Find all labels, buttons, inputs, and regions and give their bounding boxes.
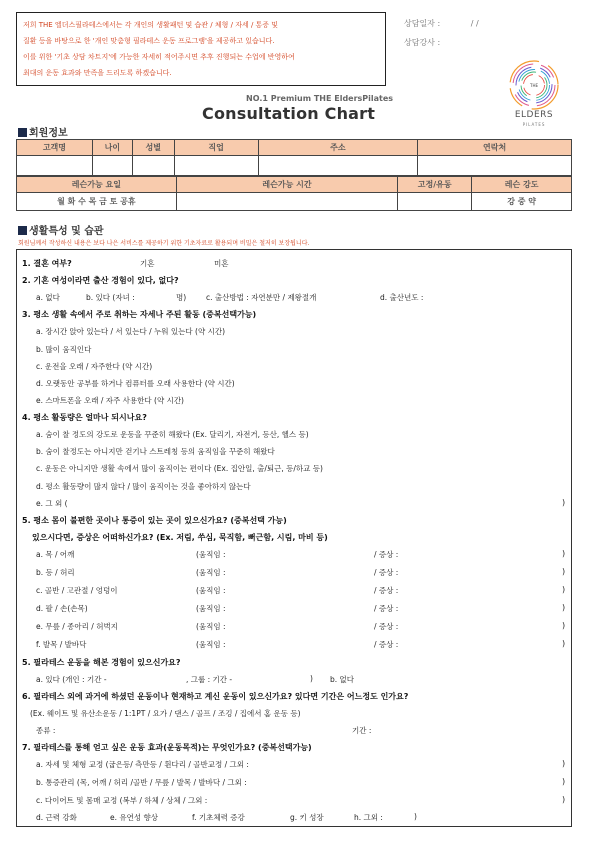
q8-last-close: ): [414, 812, 417, 821]
address-field[interactable]: [258, 156, 418, 176]
q8-close: ): [562, 795, 566, 804]
q8-option[interactable]: c. 다이어트 및 몸매 교정 (복부 / 하체 / 상체 / 그외 :: [36, 796, 208, 805]
header-lesson-time: 레슨가능 시간: [176, 177, 398, 193]
intensity-options[interactable]: 강 중 약: [472, 193, 572, 211]
header-name: 고객명: [17, 140, 93, 156]
page-title: Consultation Chart: [202, 104, 376, 123]
q5-part[interactable]: d. 팔 / 손(손목): [36, 604, 88, 613]
q4-option[interactable]: c. 운동은 아니지만 생활 속에서 많이 움직이는 편이다 (Ex. 집안일, 출/퇴근, 등/하교 등): [36, 464, 323, 473]
fixed-flexible-field[interactable]: [398, 193, 472, 211]
q5-label-2: 있으시다면, 증상은 어떠하신가요? (Ex. 저림, 쑤심, 묵직함, 뻐근함, 시림, 마비 등): [32, 533, 328, 542]
q5-close: ): [562, 639, 566, 648]
q1-option-single[interactable]: 미혼: [214, 259, 229, 268]
q8-option-g[interactable]: g. 키 성장: [290, 813, 324, 822]
tagline: NO.1 Premium THE EldersPilates: [246, 94, 394, 103]
q5-symptom: / 증상 :: [374, 640, 399, 649]
q8-close: ): [562, 759, 566, 768]
q5-part[interactable]: f. 발목 / 발바닥: [36, 640, 87, 649]
intro-notice: [16, 12, 386, 86]
counselor-label: 상담강사 :: [404, 38, 441, 47]
q3-option[interactable]: e. 스마트폰을 오래 / 자주 사용한다 (약 시간): [36, 396, 184, 405]
q5-movement: (움직임 :: [196, 622, 226, 631]
q7-example: (Ex. 웨이트 및 유산소운동 / 1:1PT / 요가 / 댄스 / 골프 / 조깅 / 집에서 홈 운동 등): [30, 709, 301, 718]
q2-label: 2. 기혼 여성이라면 출산 경험이 있다, 없다?: [22, 276, 179, 285]
q5-symptom: / 증상 :: [374, 622, 399, 631]
q8-option[interactable]: a. 자세 및 체형 교정 (굽은등/ 측만등 / 휜다리 / 골반교정 / 그외 :: [36, 760, 249, 769]
q6-option-b[interactable]: b. 없다: [330, 675, 355, 684]
q2-option-c[interactable]: c. 출산방법 : 자연분만 / 제왕절개: [206, 293, 317, 302]
q4-option[interactable]: a. 숨이 찰 정도의 강도로 운동을 꾸준히 해왔다 (Ex. 달리기, 자전거, 등산, 헬스 등): [36, 430, 309, 439]
q5-part[interactable]: c. 골반 / 고관절 / 엉덩이: [36, 586, 118, 595]
member-section-label: 회원정보: [29, 128, 68, 139]
habits-section-label: 생활특성 및 습관: [29, 226, 104, 237]
q2-option-a[interactable]: a. 없다: [36, 293, 60, 302]
q8-option-h[interactable]: h. 그외 :: [354, 813, 383, 822]
q3-option[interactable]: a. 장시간 앉아 있는다 / 서 있는다 / 누워 있는다 (약 시간): [36, 327, 226, 336]
q8-option-f[interactable]: f. 기초체력 증강: [192, 813, 245, 822]
logo-wordmark: ELDERS: [514, 110, 554, 120]
q3-label: 3. 평소 생활 속에서 주로 취하는 자세나 주된 활동 (중복선택가능): [22, 310, 257, 319]
q1-label: 1. 결혼 여부?: [22, 259, 72, 268]
q5-movement: (움직임 :: [196, 550, 226, 559]
q2-option-d[interactable]: d. 출산년도 :: [380, 293, 424, 302]
intro-line: 최대의 운동 효과와 만족을 드리도록 하겠습니다.: [23, 69, 172, 77]
q5-symptom: / 증상 :: [374, 586, 399, 595]
q4-option[interactable]: e. 그 외 (: [36, 499, 68, 508]
q2-option-b-unit: 명): [176, 293, 187, 302]
lesson-time-field[interactable]: [176, 193, 398, 211]
q8-option[interactable]: b. 통증관리 (목, 어깨 / 허리 /골반 / 무릎 / 발목 / 발바닥 / 그외 :: [36, 778, 247, 787]
name-field[interactable]: [17, 156, 93, 176]
contact-field[interactable]: [418, 156, 572, 176]
q3-option[interactable]: d. 오랫동안 공부를 하거나 컴퓨터를 오래 사용한다 (약 시간): [36, 379, 235, 388]
header-contact: 연락처: [418, 140, 572, 156]
q6-option-a[interactable]: a. 있다 (개인 : 기간 -: [36, 675, 107, 684]
logo-subtitle: PILATES: [522, 122, 546, 127]
q5-close: ): [562, 549, 566, 558]
q5-movement: (움직임 :: [196, 586, 226, 595]
q5-close: ): [562, 621, 566, 630]
q7-kind-label: 종류 :: [36, 726, 56, 735]
q8-option-e[interactable]: e. 유연성 향상: [110, 813, 158, 822]
member-info-table: [16, 139, 572, 176]
q4-option[interactable]: b. 숨이 찰정도는 아니지만 걷기나 스트레칭 등의 움직임을 꾸준히 해왔다: [36, 447, 275, 456]
q4-option-close: ): [562, 498, 566, 507]
section-square-icon: [18, 128, 27, 137]
q5-symptom: / 증상 :: [374, 604, 399, 613]
q8-option-d[interactable]: d. 근력 강화: [36, 813, 77, 822]
lesson-days-options[interactable]: 월 화 수 목 금 토 공휴: [17, 193, 177, 211]
q5-movement: (움직임 :: [196, 604, 226, 613]
q6-option-a-group: , 그룹 : 기간 -: [186, 675, 233, 684]
logo-inner-text: THE: [530, 83, 538, 88]
section-square-icon: [18, 226, 27, 235]
q5-part[interactable]: a. 목 / 어깨: [36, 550, 75, 559]
q5-close: ): [562, 603, 566, 612]
q8-close: ): [562, 777, 566, 786]
q6-option-a-close: ): [310, 674, 313, 683]
header-fixed-flexible: 고정/유동: [398, 177, 472, 193]
q7-label: 6. 필라테스 외에 과거에 하셨던 운동이나 현재하고 계신 운동이 있으신가요? 있다면 기간은 어느정도 인가요?: [22, 692, 409, 701]
q5-symptom: / 증상 :: [374, 568, 399, 577]
q5-close: ): [562, 585, 566, 594]
header-gender: 성별: [132, 140, 174, 156]
member-section-title: [18, 124, 68, 139]
header-address: 주소: [258, 140, 418, 156]
q3-option[interactable]: b. 많이 움직인다: [36, 345, 92, 354]
consult-date-label: 상담일자 :: [404, 19, 441, 28]
logo-rings-icon: [500, 58, 568, 112]
intro-line: 질환 등을 바탕으로 한 '개인 맞춤형 필라테스 운동 프로그램'을 제공하고 있습니다.: [23, 37, 275, 45]
q8-label: 7. 필라테스를 통해 얻고 싶은 운동 효과(운동목적)는 무엇인가요? (중복선택가능): [22, 743, 312, 752]
gender-field[interactable]: [132, 156, 174, 176]
q2-option-b[interactable]: b. 있다 (자녀 :: [86, 293, 135, 302]
elders-pilates-logo: [500, 58, 568, 132]
q5-movement: (움직임 :: [196, 568, 226, 577]
q5-movement: (움직임 :: [196, 640, 226, 649]
q5-part[interactable]: b. 등 / 허리: [36, 568, 75, 577]
q5-part[interactable]: e. 무릎 / 종아리 / 허벅지: [36, 622, 118, 631]
age-field[interactable]: [92, 156, 132, 176]
lesson-info-table: [16, 176, 572, 211]
intro-line: 이를 위한 '기초 상담 차트지'에 가능한 자세히 적어주시면 추후 진행되는 수업에 반영하여: [23, 53, 295, 61]
habits-section-title: [18, 222, 104, 237]
q5-symptom: / 증상 :: [374, 550, 399, 559]
q6-label: 5. 필라테스 운동을 해본 경험이 있으신가요?: [22, 658, 181, 667]
q3-option[interactable]: c. 운전을 오래 / 자주한다 (약 시간): [36, 362, 153, 371]
q5-close: ): [562, 567, 566, 576]
job-field[interactable]: [174, 156, 258, 176]
header-lesson-intensity: 레슨 강도: [472, 177, 572, 193]
q7-period-label: 기간 :: [352, 726, 372, 735]
header-age: 나이: [92, 140, 132, 156]
q4-option[interactable]: d. 평소 활동량이 많지 않다 / 많이 움직이는 것을 좋아하지 않는다: [36, 482, 251, 491]
q1-option-married[interactable]: 기혼: [140, 259, 155, 268]
header-job: 직업: [174, 140, 258, 156]
consult-date-value: / /: [470, 19, 479, 28]
intro-line: 저희 THE 엘더스필라테스에서는 각 개인의 생활패턴 및 습관 / 체형 / 자세 / 통증 및: [23, 21, 279, 29]
header-lesson-days: 레슨가능 요일: [17, 177, 177, 193]
consult-date: [404, 18, 479, 29]
q4-label: 4. 평소 활동량은 얼마나 되시나요?: [22, 413, 147, 422]
privacy-note: 회원님께서 작성하신 내용은 보다 나은 서비스를 제공하기 위한 기초자료로 활용되며 비밀은 철저히 보장됩니다.: [18, 240, 310, 247]
q5-label: 5. 평소 몸이 불편한 곳이나 통증이 있는 곳이 있으신가요? (중복선택 가능): [22, 516, 287, 525]
